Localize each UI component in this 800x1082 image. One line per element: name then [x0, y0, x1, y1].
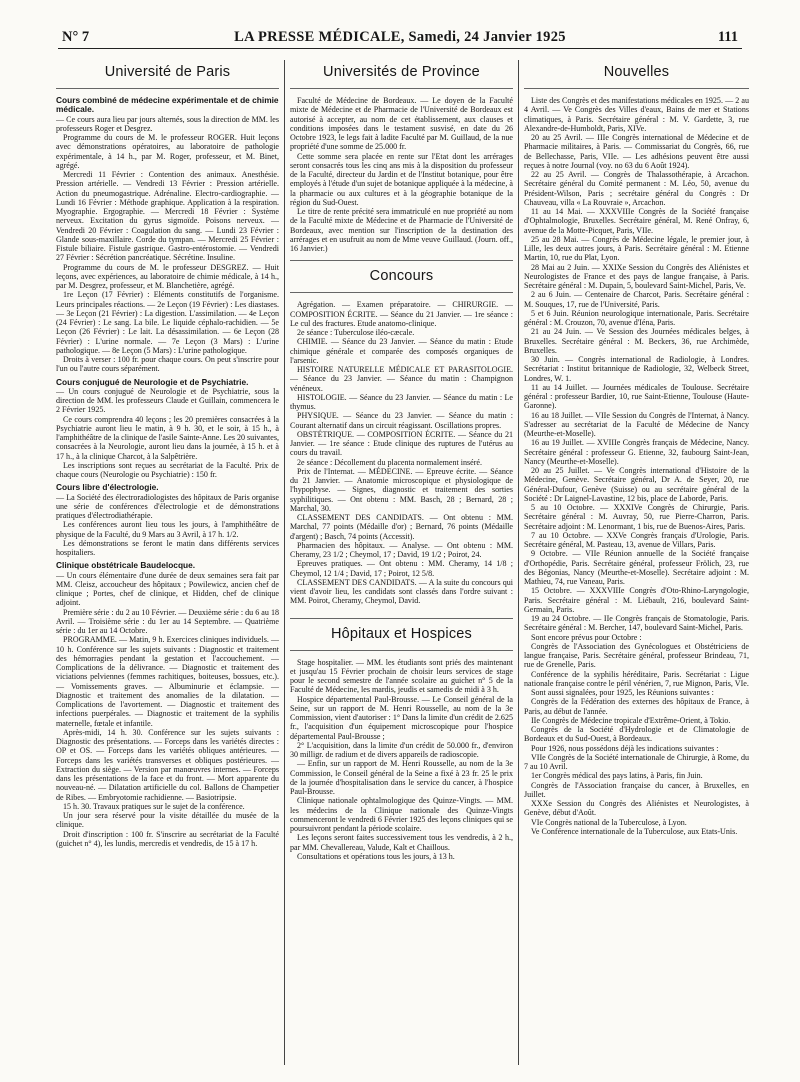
- newspaper-title: LA PRESSE MÉDICALE, Samedi, 24 Janvier 1925: [234, 29, 566, 45]
- column-nouvelles: [524, 60, 749, 1070]
- news-paragraph: Sont encore prévus pour Octobre :: [531, 632, 642, 642]
- article-paragraph: Faculté de Médecine de Bordeaux. — Le doyen de la Faculté mixte de Médecine et de Pharmacie de l'Université de Bordeaux est autorisé à accepter, au nom de cet établissement, aux clauses et conditions imposées dans le testament susvisé, en date du 26 Octobre 1923, le legs fait à ladite Faculté par M. Guillaud, de la nue propriété d'une somme de 25.000 fr.: [290, 96, 513, 152]
- concours-paragraph: 2e séance : Tuberculose iléo-cæcale.: [297, 328, 415, 337]
- article-paragraph: 1re Leçon (17 Février) : Eléments constitutifs de l'organisme. Leurs principales réactions. — 2e Leçon (19 Février) : Les diastases. — 3e Leçon (21 Février) : La digestion. L'assimilation. — 4e Leçon (24 Février) : Le sang. La bile. Le liquide céphalo-rachidien. — 5e Leçon (26 Février) : Le lait. La désassimilation. — 6e Leçon (28 Février) : L'urine normale. — 7e Leçon (3 Mars) : L'urine pathologique. — 8e Leçon (5 Mars) : L'urine pathologique.: [56, 290, 279, 355]
- news-paragraph: 9 Octobre. — VIIe Réunion annuelle de la Société française d'Orthopédie, Paris. Secrétaire général, professeur Frölich, 23, rue des Bégonias, Nancy (Meurthe-et-Moselle). Secrétaire adjoint : M. Mathieu, 74, rue Vaneau, Paris.: [524, 549, 749, 586]
- article-paragraph: — Ce cours aura lieu par jours alternés, sous la direction de MM. les professeurs Roger et Desgrez.: [56, 114, 279, 133]
- concours-paragraph: PHYSIQUE. — Séance du 23 Janvier. — Séance du matin : Courant alternatif dans un circuit réagissant. Oscillations propres.: [290, 411, 513, 430]
- article-title: Cours conjugué de Neurologie et de Psychiatrie.: [56, 376, 249, 387]
- article-paragraph: Droits à verser : 100 fr. pour chaque cours. On peut s'inscrire pour l'un ou l'autre cours séparément.: [56, 355, 279, 374]
- section-title: Universités de Province: [290, 63, 513, 89]
- news-paragraph: 11 au 14 Juillet. — Journées médicales de Toulouse. Secrétaire général : professeur Bardier, 10, rue Saint-Etienne, Toulouse (Haute-Garonne).: [524, 382, 749, 411]
- column-rule: [284, 60, 285, 1065]
- news-paragraph: VIe Congrès national de la Tuberculose, à Lyon.: [531, 817, 687, 827]
- article-paragraph: Les démonstrations se feront le matin dans différents services hospitaliers.: [56, 538, 279, 558]
- news-paragraph: Ve Conférence internationale de la Tuberculose, aux Etats-Unis.: [531, 826, 738, 836]
- concours-paragraph: Pharmacien des hôpitaux. — Analyse. — Ont obtenu : MM. Cheramy, 23 1/2 ; Cheymol, 17 ; David, 19 1/2 ; Poirot, 24.: [290, 540, 513, 559]
- news-paragraph: 7 au 10 Octobre. — XXVe Congrès français d'Urologie, Paris. Secrétaire général, M. Pasteau, 13, avenue de Villars, Paris.: [524, 530, 749, 549]
- concours-paragraph: HISTOLOGIE. — Séance du 23 Janvier. — Séance du matin : Le thymus.: [290, 392, 513, 411]
- concours-paragraph: CLASSEMENT DES CANDIDATS. — Ont obtenu : MM. Marchal, 77 points (Médaille d'or) ; Bernard, 76 points (Médaille d'argent) ; Basch, 74 points (Accessit).: [290, 513, 513, 541]
- article-paragraph: Ce cours comprendra 40 leçons ; les 20 premières consacrées à la Psychiatrie auront lieu le matin, à 9 h. 30, et le soir, à 15 h., à l'amphithéâtre de la clinique de l'asile Sainte-Anne. Les 20 suivantes, consacrées à la Neurologie, auront lieu dans la journée, à 15 h. et à 17 h., à la clinique Charcot, à la Salpêtrière.: [56, 414, 279, 461]
- article-title: Cours combiné de médecine expérimentale et de chimie médicale.: [56, 95, 279, 115]
- news-paragraph: Congrès de la Société d'Hydrologie et de Climatologie de Bordeaux et du Sud-Ouest, à Bordeaux.: [524, 725, 749, 744]
- news-paragraph: Pour 1926, nous possédons déjà les indications suivantes :: [531, 743, 719, 753]
- article-paragraph: Les inscriptions sont reçues au secrétariat de la Faculté. Prix de chaque cours (Neurologie ou Psychiatrie) : 150 fr.: [56, 460, 279, 480]
- article-paragraph: — Un cours élémentaire d'une durée de deux semaines sera fait par MM. Cleisz, accoucheur des hôpitaux ; Powilewicz, ancien chef de clinique ; Portes, chef de clinique, et Hidden, chef de clinique adjoint.: [56, 570, 279, 608]
- article-paragraph: PROGRAMME. — Matin, 9 h. Exercices cliniques individuels. — 10 h. Conférence sur les sujets suivants : Diagnostic et traitement des hémorragies pendant la gestation et l'accouchement. — Complications de la délivrance. — Diagnostic et traitement des viciations pelviennes (femmes rachitiques, boiteuses, bossues, etc.). — Vomissements graves. — Albuminurie et éclampsie. — Diagnostic et traitement des anomalies de la dilatation. — Complications de l'avortement. — Diagnostic et traitement des infections puerpérales. — Diagnostic et traitement de la syphilis maternelle, fœtale et infantile.: [56, 635, 279, 728]
- page-number: 111: [717, 29, 738, 45]
- hopitaux-paragraph: Stage hospitalier. — MM. les étudiants sont priés des maintenant et jusqu'au 15 Février prochain de choisir leurs services de stage pour le second semestre de l'année scolaire au guichet n° 5 de la Faculté de Médecine, les mardis, jeudis et samedis de midi à 3 h.: [290, 657, 513, 695]
- news-paragraph: 16 au 18 Juillet. — VIIe Session du Congrès de l'Internat, à Nancy. S'adresser au secrétariat de la Faculté de Médecine de Nancy (Meurthe-et-Moselle).: [524, 410, 749, 438]
- concours-paragraph: OBSTÉTRIQUE. — COMPOSITION ÉCRITE. — Séance du 21 Janvier. — 1re séance : Etude clinique des ruptures de l'utérus au cours du travail.: [290, 429, 513, 458]
- article-paragraph: Après-midi, 14 h. 30. Conférence sur les sujets suivants : Diagnostic des présentations. — Forceps dans les variétés directes : OP et OS. — Forceps dans les variétés obliques antérieures. — Forceps dans les variétés transverses et obliques postérieures. — Extraction du siège. — Version par manœuvres internes. — Forceps dans les présentations de la face et du front. — Mort apparente du nouveau-né. — Dilatation artificielle du col. Ballons de Champetier de Ribes. — Embryotomie rachidienne. — Basiotripsie.: [56, 727, 279, 802]
- column-university-paris: [56, 60, 279, 1070]
- hopitaux-paragraph: 2° L'acquisition, dans la limite d'un crédit de 50.000 fr., d'environ 30 milligr. de radium et de divers appareils de radioscopie.: [290, 740, 513, 759]
- news-paragraph: Conférence de la syphilis héréditaire, Paris. Secrétariat : Ligue nationale française contre le péril vénérien, 7, rue Mignon, Paris, VIe.: [524, 669, 749, 688]
- article: [56, 483, 279, 557]
- article-paragraph: Mercredi 11 Février : Contention des animaux. Anesthésie. Pression artérielle. — Vendredi 13 Février : Pression artérielle. Action du pneumogastrique. Adrénaline. Electro-cardiographie. — Lundi 16 Février : Méthode graphique. Application à la respiration. Myographie. Ergographie. — Mercredi 18 Février : Système nerveux. Excitation du gyrus sigmoïde. Poisons nerveux. — Vendredi 20 Février : Coagulation du sang. — Lundi 23 Février : Glande sous-maxillaire. Corde du tympan. — Mercredi 25 Février : Fistule biliaire. Fistule gastrique. Gastro-entérostomie. — Vendredi 27 Février : Sécrétion pancréatique. Sécrétine. Insuline.: [56, 170, 279, 263]
- article-paragraph: Droit d'inscription : 100 fr. S'inscrire au secrétariat de la Faculté (guichet n° 4), les lundis, mercredis et vendredis, de 15 à 17 h.: [56, 829, 279, 848]
- article-paragraph: 15 h. 30. Travaux pratiques sur le sujet de la conférence.: [63, 801, 245, 811]
- concours-paragraph: 2e séance : Décollement du placenta normalement inséré.: [297, 457, 482, 467]
- article-paragraph: Les conférences auront lieu tous les jours, à l'amphithéâtre de physique de la Faculté, du 9 Mars au 3 Avril, à 17 h. 1/2.: [56, 520, 279, 539]
- article: [56, 378, 279, 480]
- news-paragraph: 28 Mai au 2 Juin. — XXIXe Session du Congrès des Aliénistes et Neurologistes de France et des pays de langue française, à Paris. Secrétaire général : M. Dupain, 5, boulevard Saint-Michel, Paris, Ve.: [524, 262, 749, 290]
- article-hopitaux: [290, 658, 513, 862]
- article-paragraph: Cette somme sera placée en rente sur l'Etat dont les arrérages seront consacrés tous les cinq ans mis à la disposition du professeur de la Faculté, directeur du Jardin et de l'Institut botanique, pour être employés à l'étude d'un sujet de botanique appliquée à la médecine, à la pharmacie ou aux cultures et à la géographie botanique de la région du Sud-Ouest.: [290, 151, 513, 207]
- article-paragraph: Programme du cours de M. le professeur DESGREZ. — Huit leçons, avec expériences, au laboratoire de chimie médicale, à 14 h., par M. Desgrez, professeur, et M. Blanchetière, agrégé.: [56, 262, 279, 291]
- news-paragraph: 30 Juin. — Congrès international de Radiologie, à Londres. Secrétariat : Institut britannique de Radiologie, 32, Welbeck Street, Londres, W. 1.: [524, 355, 749, 383]
- news-paragraph: VIIe Congrès de la Société internationale de Chirurgie, à Rome, du 7 au 10 Avril.: [524, 752, 749, 771]
- column-rule: [518, 60, 519, 1065]
- news-paragraph: Congrès de la Fédération des externes des hôpitaux de France, à Paris, au début de l'année.: [524, 697, 749, 716]
- article-concours: [290, 300, 513, 605]
- concours-paragraph: CLASSEMENT DES CANDIDATS. — A la suite du concours qui vient d'avoir lieu, les candidats sont classés dans l'ordre suivant : MM. Poirot, Cheramy, Cheymol, David.: [290, 577, 513, 606]
- news-paragraph: 5 au 10 Octobre. — XXXIVe Congrès de Chirurgie, Paris. Secrétaire général : M. Auvray, 50, rue Pierre-Charron, Paris. Secrétaire adjoint : M. Lenormant, 1 bis, rue de Buenos-Aires, Paris.: [524, 503, 749, 531]
- news-paragraph: 25 au 28 Mai. — Congrès de Médecine légale, le premier jour, à Lille, les deux autres jours, à Paris. Secrétaire général : M. Etienne Martin, 10, rue du Plat, Lyon.: [524, 234, 749, 263]
- article-paragraph: — Un cours conjugué de Neurologie et de Psychiatrie, sous la direction de MM. les professeurs Claude et Guillain, commencera le 2 Février 1925.: [56, 386, 279, 415]
- running-head: [58, 28, 742, 49]
- news-paragraph: XXXe Session du Congrès des Aliénistes et Neurologistes, à Genève, début d'Août.: [524, 799, 749, 818]
- concours-paragraph: Prix de l'Internat. — MÉDECINE. — Epreuve écrite. — Séance du 21 Janvier. — Anatomie microscopique et physiologique de l'hypophyse. — Signes, diagnostic et traitement des sorties syphilitiques. — Ont obtenu : MM. Basch, 28 ; Bernard, 28 ; Marchal, 30.: [290, 466, 513, 513]
- article-paragraph: Première série : du 2 au 10 Février. — Deuxième série : du 6 au 18 Avril. — Troisième série : du 1er au 14 Septembre. — Quatrième série : du 1er au 14 Octobre.: [56, 607, 279, 636]
- news-paragraph: IIe Congrès de Médecine tropicale d'Extrême-Orient, à Tokio.: [531, 715, 731, 725]
- news-paragraph: 5 et 6 Juin. Réunion neurologique internationale, Paris. Secrétaire général : M. Crouzon, 70, avenue d'Iéna, Paris.: [524, 308, 749, 327]
- hopitaux-paragraph: Les leçons seront faites successivement tous les vendredis, à 2 h., par MM. Chevallereau, Valude, Kalt et Chaillous.: [290, 833, 513, 852]
- article-paragraph: Programme du cours de M. le professeur ROGER. Huit leçons avec démonstrations opératoires, au laboratoire de pathologie expérimentale, à 14 h., par M. Roger, professeur, et M. Binet, agrégé.: [56, 133, 279, 170]
- hopitaux-paragraph: Consultations et opérations tous les jours, à 13 h.: [297, 851, 455, 861]
- concours-paragraph: Epreuves pratiques. — Ont obtenu : MM. Cheramy, 14 1/8 ; Cheymol, 12 1/4 ; David, 17 ; Poirot, 12 5/8.: [290, 559, 513, 578]
- article-title: Clinique obstétricale Baudelocque.: [56, 560, 196, 571]
- news-paragraph: 16 au 19 Juillet. — XVIIIe Congrès français de Médecine, Nancy. Secrétaire général : professeur G. Etienne, 32, faubourg Saint-Jean, Nancy (Meurthe-et-Moselle).: [524, 438, 749, 466]
- section-title-hopitaux: Hôpitaux et Hospices: [290, 618, 513, 651]
- news-paragraph: 22 au 25 Avril. — Congrès de Thalassothérapie, à Arcachon. Secrétaire général du Comité permanent : M. Léo, 50, avenue du Président-Wilson, Paris ; secrétaire général du Congrès : Dr Chauveau, villa « La Rouvraie », Arcachon.: [524, 170, 749, 207]
- hopitaux-paragraph: Clinique nationale ophtalmologique des Quinze-Vingts. — MM. les médecins de la Clinique nationale des Quinze-Vingts commenceront le vendredi 6 Février 1925 des leçons cliniques qui se poursuivront pendant la période scolaire.: [290, 796, 513, 833]
- hopitaux-paragraph: Hospice départemental Paul-Brousse. — Le Conseil général de la Seine, sur un rapport de M. Henri Rousselle, au nom de la 3e Commission, vient d'autoriser : 1° Dans la limite d'un crédit de 2.625 fr., l'acquisition d'un équipement microscopique pour l'hospice départemental Paul-Brousse ;: [290, 694, 513, 741]
- section-title: Nouvelles: [524, 63, 749, 89]
- concours-paragraph: CHIMIE. — Séance du 23 Janvier. — Séance du matin : Etude chimique générale et comparée des composés organiques de l'arsenic.: [290, 337, 513, 365]
- news-paragraph: 15 Octobre. — XXXVIIIe Congrès d'Oto-Rhino-Laryngologie, Paris. Secrétaire général : M. Liébault, 216, boulevard Saint-Germain, Paris.: [524, 586, 749, 614]
- column-universites-province: [290, 60, 513, 1070]
- issue-number: N° 7: [62, 29, 90, 45]
- news-paragraph: 21 au 24 Juin. — Ve Session des Journées médicales belges, à Bruxelles. Secrétaire général : M. Beckers, 36, rue Archimède, Bruxelles.: [524, 327, 749, 355]
- article-paragraph: Le titre de rente précité sera immatriculé en nue propriété au nom de la Faculté mixte de Médecine et de Pharmacie de l'Université de Bordeaux, avec mention sur l'inscription de la destination des arrérages et en usufruit au nom de Mme veuve Guillaud. (Journ. off., 16 Janvier.): [290, 207, 513, 253]
- news-paragraph: 2 au 6 Juin. — Centenaire de Charcot, Paris. Secrétaire général : M. Souques, 17, rue de l'Université, Paris.: [524, 290, 749, 309]
- news-paragraph: Liste des Congrès et des manifestations médicales en 1925. — 2 au 4 Avril. — Ve Congrès des Villes d'eaux, Bains de mer et Stations climatiques, à Paris. Secrétaire général : M. V. Gardette, 3, rue Alexandre-de-Humboldt, Paris, XIVe.: [524, 96, 749, 133]
- article: [56, 561, 279, 848]
- article: [290, 96, 513, 253]
- hopitaux-paragraph: — Enfin, sur un rapport de M. Henri Rousselle, au nom de la 3e Commission, le Conseil général de la Seine a fixé à 23 fr. 25 le prix de la journée d'hospitalisation dans le service du cancer, à l'hospice Paul-Brousse.: [290, 759, 513, 796]
- article-nouvelles: [524, 96, 749, 836]
- news-paragraph: Sont aussi signalées, pour 1925, les Réunions suivantes :: [531, 688, 714, 697]
- news-paragraph: 11 au 14 Mai. — XXXVIIIe Congrès de la Société française d'Ophtalmologie, Bruxelles. Secrétaire général, M. René Onfray, 6, avenue de la Motte-Picquet, Paris, VIIe.: [524, 207, 749, 235]
- news-paragraph: 1er Congrès médical des pays latins, à Paris, fin Juin.: [531, 771, 703, 781]
- article-title: Cours libre d'électrologie.: [56, 482, 159, 493]
- article-paragraph: — La Société des électroradiologistes des hôpitaux de Paris organise une série de conférences d'électrologie et de démonstrations pratiques d'électrodiathérapie.: [56, 492, 279, 521]
- concours-paragraph: Agrégation. — Examen préparatoire. — CHIRURGIE. — COMPOSITION ÉCRITE. — Séance du 21 Janvier. — 1re séance : Le cul des fractures. Etude anatomo-clinique.: [290, 300, 513, 328]
- news-paragraph: 20 au 25 Avril. — IIIe Congrès international de Médecine et de Pharmacie militaires, à Paris. — Commissariat du Congrès, 66, rue de Bellechasse, Paris, VIIe. — Les adhésions peuvent être aussi reçues à notre Journal (voy. no 63 du 6 Août 1924).: [524, 133, 749, 170]
- concours-paragraph: HISTOIRE NATURELLE MÉDICALE ET PARASITOLOGIE. — Séance du 23 Janvier. — Séance du matin : Champignon vénéneux.: [290, 365, 513, 393]
- article: [56, 96, 279, 374]
- article-paragraph: Un jour sera réservé pour la visite détaillée du musée de la clinique.: [56, 811, 279, 830]
- news-paragraph: Congrès de l'Association française du cancer, à Bruxelles, en Juillet.: [524, 780, 749, 799]
- news-paragraph: 20 au 25 Juillet. — Ve Congrès international d'Histoire de la Médecine, Genève. Secrétaire général, Dr A. de Seyer, 20, rue Général-Dufour, Genève (Suisse) ou au secrétaire général de la Société : Dr Laignel-Lavastine, 12 bis, place de Laborde, Paris.: [524, 466, 749, 503]
- news-paragraph: Congrès de l'Association des Gynécologues et Obstétriciens de langue française, Paris. Secrétaire général, professeur Brindeau, 71, rue de Grenelle, Paris.: [524, 641, 749, 670]
- news-paragraph: 19 au 24 Octobre. — IIe Congrès français de Stomatologie, Paris. Secrétaire général : M. Bercher, 147, boulevard Saint-Michel, Paris.: [524, 614, 749, 633]
- section-title: Université de Paris: [56, 63, 279, 89]
- section-title-concours: Concours: [290, 260, 513, 293]
